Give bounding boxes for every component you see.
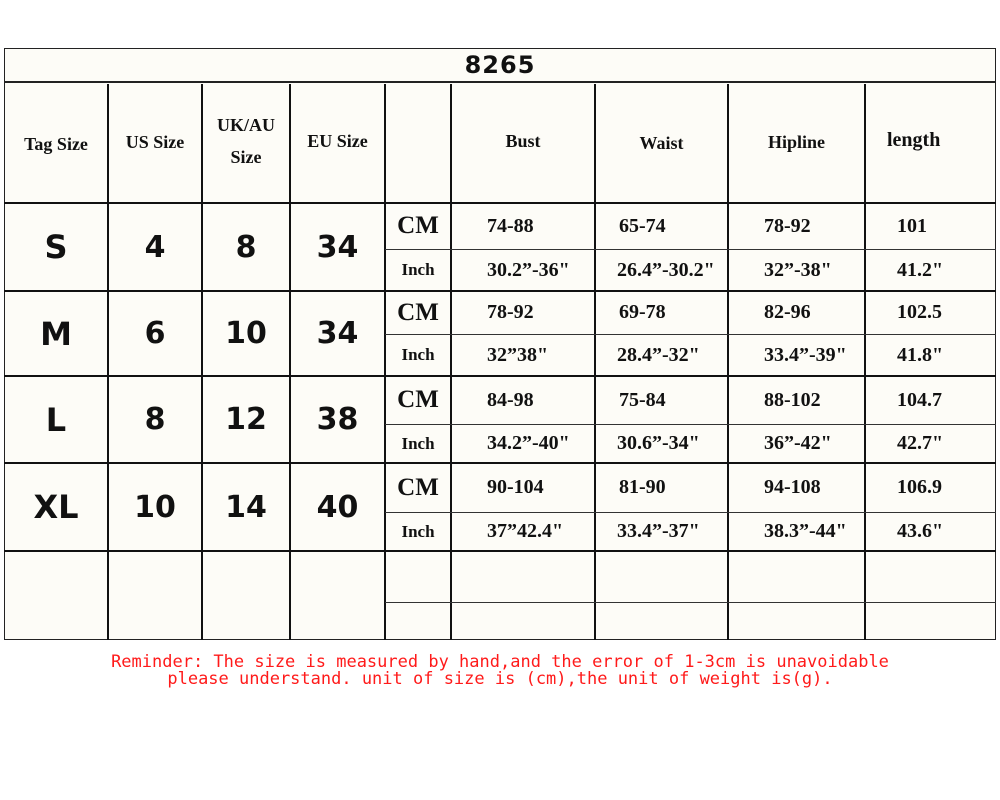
- unit-inch-label: Inch: [401, 345, 435, 364]
- waist-cm-value: 75-84: [619, 388, 666, 411]
- bust-inch-value: 37”42.4": [487, 520, 564, 542]
- header-length: length: [887, 128, 941, 151]
- header-us-size: US Size: [125, 131, 185, 152]
- bust-cm-value: 78-92: [487, 301, 534, 323]
- reminder-line-1: Reminder: The size is measured by hand,and the error of 1-3cm is unavoidable: [111, 652, 889, 672]
- us-size-cell: 8: [144, 402, 166, 437]
- hipline-cm-value: 78-92: [764, 214, 811, 237]
- eu-size-cell: 38: [316, 402, 359, 437]
- header-waist: Waist: [639, 132, 684, 153]
- length-cm-value: 104.7: [897, 388, 942, 411]
- waist-inch-value: 30.6”-34": [617, 432, 700, 454]
- unit-cm-label: CM: [397, 386, 439, 413]
- waist-inch-value: 33.4”-37": [617, 520, 700, 542]
- header-eu-size: EU Size: [307, 130, 368, 151]
- length-cm-value: 101: [897, 214, 927, 237]
- reminder-line-2: please understand. unit of size is (cm),the unit of weight is(g).: [167, 669, 833, 689]
- length-inch-value: 41.8": [897, 343, 944, 366]
- chart-title: 8265: [4, 48, 996, 83]
- uk-au-size-cell: 14: [225, 489, 267, 525]
- header-uk-au-line2: Size: [230, 146, 262, 167]
- tag-size-cell: L: [45, 400, 67, 439]
- unit-inch-label: Inch: [401, 260, 435, 279]
- bust-inch-value: 32”38": [487, 343, 549, 366]
- hipline-cm-value: 94-108: [764, 476, 821, 498]
- unit-inch-label: Inch: [401, 521, 435, 541]
- tag-size-cell: M: [40, 314, 72, 353]
- unit-inch-label: Inch: [401, 433, 435, 453]
- header-unit: [385, 84, 451, 203]
- bust-cm-value: 90-104: [487, 476, 544, 498]
- tag-size-cell: XL: [33, 488, 79, 526]
- length-inch-value: 43.6": [897, 520, 944, 542]
- uk-au-size-cell: 10: [225, 316, 267, 351]
- unit-cm-label: CM: [397, 298, 439, 326]
- uk-au-size-cell: 12: [225, 402, 267, 437]
- hipline-cm-value: 82-96: [764, 301, 811, 323]
- hipline-inch-value: 32”-38": [764, 258, 832, 281]
- header-uk-au-size: [202, 84, 290, 197]
- tag-size-cell: S: [44, 228, 68, 266]
- us-size-cell: 10: [134, 489, 176, 525]
- hipline-inch-value: 33.4”-39": [764, 343, 847, 366]
- bust-inch-value: 30.2”-36": [487, 258, 570, 281]
- hipline-inch-value: 36”-42": [764, 432, 832, 454]
- waist-cm-value: 65-74: [619, 214, 666, 237]
- eu-size-cell: 34: [316, 316, 359, 351]
- bust-cm-value: 74-88: [487, 214, 534, 237]
- eu-size-cell: 40: [316, 489, 359, 525]
- header-hipline: Hipline: [767, 131, 825, 152]
- header-tag-size: Tag Size: [24, 133, 88, 154]
- bust-cm-value: 84-98: [487, 388, 534, 411]
- unit-cm-label: CM: [397, 212, 439, 239]
- hipline-inch-value: 38.3”-44": [764, 520, 847, 542]
- waist-cm-value: 81-90: [619, 476, 666, 498]
- waist-inch-value: 26.4”-30.2": [617, 258, 715, 281]
- unit-cm-label: CM: [397, 473, 439, 501]
- waist-inch-value: 28.4”-32": [617, 343, 700, 366]
- length-cm-value: 106.9: [897, 476, 942, 498]
- us-size-cell: 6: [144, 316, 166, 351]
- hipline-cm-value: 88-102: [764, 388, 821, 411]
- bust-inch-value: 34.2”-40": [487, 432, 570, 454]
- eu-size-cell: 34: [316, 229, 359, 265]
- length-cm-value: 102.5: [897, 301, 942, 323]
- length-inch-value: 42.7": [897, 432, 944, 454]
- header-uk-au-line1: UK/AU: [217, 114, 275, 135]
- reminder-note: [0, 654, 1000, 688]
- waist-cm-value: 69-78: [619, 301, 666, 323]
- uk-au-size-cell: 8: [235, 229, 257, 265]
- length-inch-value: 41.2": [897, 258, 944, 281]
- us-size-cell: 4: [144, 229, 166, 265]
- header-bust: Bust: [505, 130, 541, 151]
- unit-row-divider: [385, 602, 996, 603]
